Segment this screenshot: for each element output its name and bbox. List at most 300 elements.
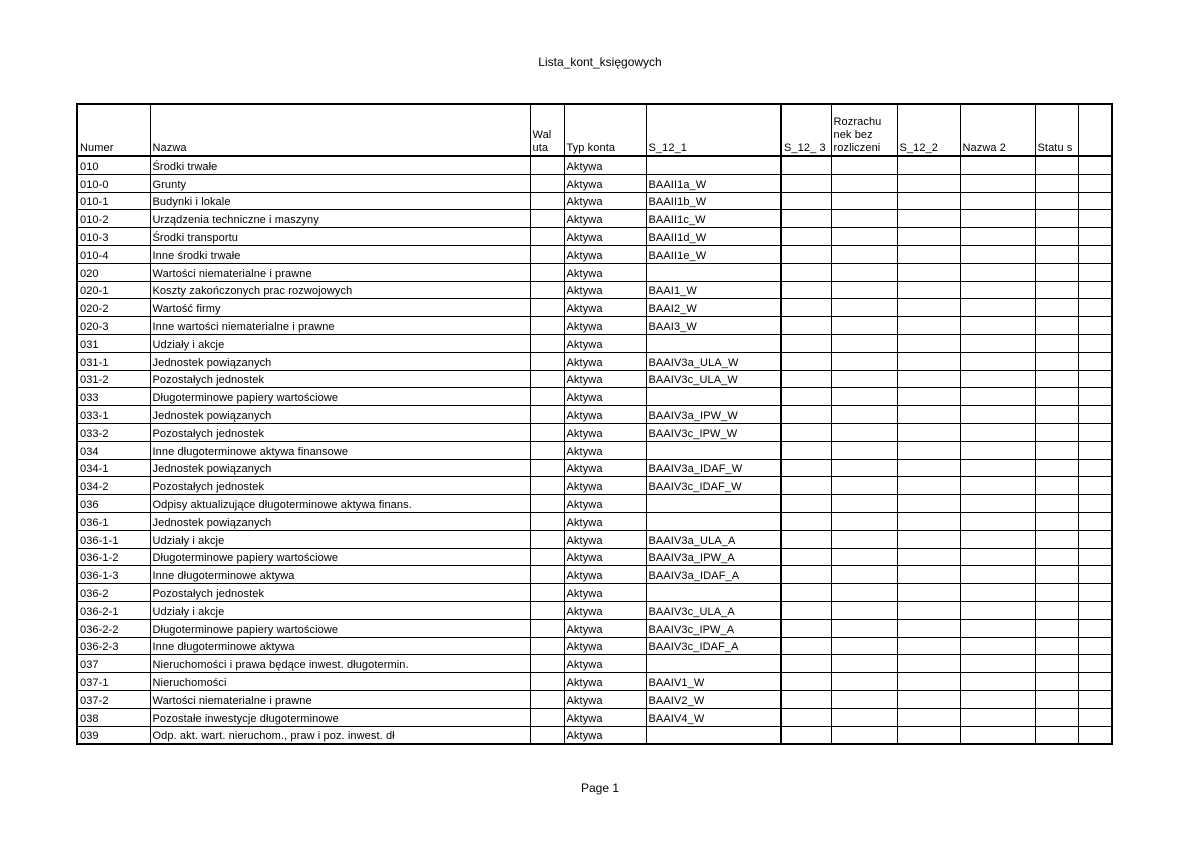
- table-row: [77, 530, 1112, 548]
- table-row: [77, 299, 1112, 317]
- cell-s-12-1: BAAIV3a_ULA_A: [646, 530, 781, 548]
- cell-nazwa: Odp. akt. wart. nieruchom., praw i poz. inwest. dł: [150, 726, 530, 744]
- cell-numer: 010-0: [77, 174, 150, 192]
- cell-nazwa-2: [960, 156, 1035, 174]
- cell-s-12-1: [646, 263, 781, 281]
- cell-extra: [1078, 477, 1112, 495]
- cell-extra: [1078, 566, 1112, 584]
- cell-s-12-3: [781, 601, 831, 619]
- cell-s-12-2: [897, 530, 960, 548]
- table-row: [77, 263, 1112, 281]
- cell-waluta: [530, 708, 564, 726]
- cell-status: [1035, 174, 1078, 192]
- cell-nazwa-2: [960, 388, 1035, 406]
- cell-s-12-1: BAAIV3c_IPW_W: [646, 423, 781, 441]
- cell-nazwa: Koszty zakończonych prac rozwojowych: [150, 281, 530, 299]
- cell-rozrachunek: [831, 228, 897, 246]
- header-s-12-2: S_12_2: [897, 104, 960, 156]
- cell-s-12-1: BAAI1_W: [646, 281, 781, 299]
- cell-typ-konta: Aktywa: [564, 423, 646, 441]
- table-row: [77, 495, 1112, 513]
- cell-s-12-3: [781, 245, 831, 263]
- cell-nazwa-2: [960, 584, 1035, 602]
- cell-rozrachunek: [831, 423, 897, 441]
- cell-nazwa: Udziały i akcje: [150, 601, 530, 619]
- cell-extra: [1078, 174, 1112, 192]
- cell-status: [1035, 210, 1078, 228]
- cell-nazwa-2: [960, 352, 1035, 370]
- table-row: [77, 655, 1112, 673]
- table-row: [77, 245, 1112, 263]
- cell-rozrachunek: [831, 281, 897, 299]
- cell-s-12-3: [781, 263, 831, 281]
- cell-s-12-3: [781, 512, 831, 530]
- cell-rozrachunek: [831, 584, 897, 602]
- cell-nazwa-2: [960, 263, 1035, 281]
- cell-nazwa-2: [960, 245, 1035, 263]
- cell-waluta: [530, 495, 564, 513]
- cell-rozrachunek: [831, 566, 897, 584]
- table-row: [77, 673, 1112, 691]
- table-row: [77, 690, 1112, 708]
- cell-s-12-3: [781, 690, 831, 708]
- cell-numer: 033-1: [77, 406, 150, 424]
- cell-nazwa-2: [960, 637, 1035, 655]
- cell-numer: 034-1: [77, 459, 150, 477]
- cell-rozrachunek: [831, 690, 897, 708]
- cell-typ-konta: Aktywa: [564, 210, 646, 228]
- cell-extra: [1078, 352, 1112, 370]
- cell-nazwa: Długoterminowe papiery wartościowe: [150, 619, 530, 637]
- cell-nazwa: Inne wartości niematerialne i prawne: [150, 317, 530, 335]
- cell-nazwa: Wartości niematerialne i prawne: [150, 690, 530, 708]
- cell-nazwa: Jednostek powiązanych: [150, 352, 530, 370]
- cell-typ-konta: Aktywa: [564, 263, 646, 281]
- table-row: [77, 334, 1112, 352]
- cell-extra: [1078, 512, 1112, 530]
- cell-typ-konta: Aktywa: [564, 495, 646, 513]
- cell-typ-konta: Aktywa: [564, 619, 646, 637]
- cell-extra: [1078, 530, 1112, 548]
- header-rozrachunek: Rozrachu nek bez rozliczeni: [831, 104, 897, 156]
- cell-typ-konta: Aktywa: [564, 192, 646, 210]
- cell-waluta: [530, 423, 564, 441]
- cell-status: [1035, 370, 1078, 388]
- cell-typ-konta: Aktywa: [564, 245, 646, 263]
- table-row: [77, 423, 1112, 441]
- cell-numer: 020: [77, 263, 150, 281]
- table-row: [77, 726, 1112, 744]
- document-title: Lista_kont_księgowych: [538, 55, 662, 69]
- cell-s-12-1: BAAII1b_W: [646, 192, 781, 210]
- header-waluta: Wal uta: [530, 104, 564, 156]
- cell-s-12-1: [646, 655, 781, 673]
- cell-s-12-3: [781, 423, 831, 441]
- cell-status: [1035, 317, 1078, 335]
- cell-status: [1035, 530, 1078, 548]
- cell-rozrachunek: [831, 548, 897, 566]
- cell-s-12-3: [781, 673, 831, 691]
- cell-nazwa: Nieruchomości: [150, 673, 530, 691]
- cell-s-12-2: [897, 334, 960, 352]
- cell-nazwa-2: [960, 441, 1035, 459]
- cell-s-12-2: [897, 512, 960, 530]
- cell-s-12-2: [897, 619, 960, 637]
- cell-status: [1035, 601, 1078, 619]
- cell-rozrachunek: [831, 370, 897, 388]
- cell-rozrachunek: [831, 263, 897, 281]
- cell-s-12-2: [897, 388, 960, 406]
- cell-rozrachunek: [831, 673, 897, 691]
- cell-extra: [1078, 370, 1112, 388]
- cell-numer: 031-1: [77, 352, 150, 370]
- table-row: [77, 512, 1112, 530]
- cell-typ-konta: Aktywa: [564, 388, 646, 406]
- table-row: [77, 584, 1112, 602]
- cell-nazwa: Udziały i akcje: [150, 530, 530, 548]
- cell-status: [1035, 566, 1078, 584]
- cell-numer: 036-2-1: [77, 601, 150, 619]
- cell-s-12-2: [897, 228, 960, 246]
- cell-status: [1035, 495, 1078, 513]
- cell-extra: [1078, 299, 1112, 317]
- cell-s-12-3: [781, 637, 831, 655]
- cell-extra: [1078, 192, 1112, 210]
- cell-status: [1035, 192, 1078, 210]
- cell-nazwa-2: [960, 423, 1035, 441]
- cell-numer: 020-1: [77, 281, 150, 299]
- cell-status: [1035, 406, 1078, 424]
- cell-nazwa-2: [960, 459, 1035, 477]
- cell-nazwa-2: [960, 690, 1035, 708]
- page-footer: Page 1: [580, 781, 620, 795]
- table-row: [77, 281, 1112, 299]
- cell-s-12-2: [897, 708, 960, 726]
- cell-nazwa: Urządzenia techniczne i maszyny: [150, 210, 530, 228]
- cell-nazwa: Długoterminowe papiery wartościowe: [150, 388, 530, 406]
- table-row: [77, 406, 1112, 424]
- cell-status: [1035, 388, 1078, 406]
- cell-s-12-3: [781, 281, 831, 299]
- cell-s-12-1: [646, 156, 781, 174]
- cell-numer: 036-2-3: [77, 637, 150, 655]
- cell-status: [1035, 228, 1078, 246]
- cell-typ-konta: Aktywa: [564, 548, 646, 566]
- cell-s-12-1: BAAIV3c_IDAF_W: [646, 477, 781, 495]
- cell-numer: 010-4: [77, 245, 150, 263]
- cell-typ-konta: Aktywa: [564, 566, 646, 584]
- cell-nazwa-2: [960, 601, 1035, 619]
- header-extra: [1078, 104, 1112, 156]
- cell-nazwa: Długoterminowe papiery wartościowe: [150, 548, 530, 566]
- header-typ-konta: Typ konta: [564, 104, 646, 156]
- header-numer: Numer: [77, 104, 150, 156]
- cell-extra: [1078, 584, 1112, 602]
- cell-status: [1035, 673, 1078, 691]
- cell-waluta: [530, 245, 564, 263]
- cell-nazwa: Pozostałych jednostek: [150, 370, 530, 388]
- cell-extra: [1078, 423, 1112, 441]
- cell-nazwa: Budynki i lokale: [150, 192, 530, 210]
- cell-extra: [1078, 726, 1112, 744]
- cell-waluta: [530, 619, 564, 637]
- cell-nazwa-2: [960, 370, 1035, 388]
- cell-nazwa: Inne długoterminowe aktywa finansowe: [150, 441, 530, 459]
- cell-s-12-3: [781, 192, 831, 210]
- cell-typ-konta: Aktywa: [564, 352, 646, 370]
- cell-status: [1035, 281, 1078, 299]
- cell-waluta: [530, 726, 564, 744]
- cell-extra: [1078, 156, 1112, 174]
- cell-numer: 037-2: [77, 690, 150, 708]
- cell-nazwa: Pozostałe inwestycje długoterminowe: [150, 708, 530, 726]
- cell-s-12-3: [781, 459, 831, 477]
- cell-typ-konta: Aktywa: [564, 174, 646, 192]
- cell-nazwa: Inne długoterminowe aktywa: [150, 566, 530, 584]
- cell-s-12-3: [781, 299, 831, 317]
- cell-s-12-2: [897, 726, 960, 744]
- cell-rozrachunek: [831, 299, 897, 317]
- cell-nazwa: Pozostałych jednostek: [150, 423, 530, 441]
- cell-nazwa-2: [960, 317, 1035, 335]
- cell-rozrachunek: [831, 512, 897, 530]
- cell-nazwa-2: [960, 228, 1035, 246]
- cell-rozrachunek: [831, 495, 897, 513]
- cell-numer: 020-3: [77, 317, 150, 335]
- cell-rozrachunek: [831, 530, 897, 548]
- cell-typ-konta: Aktywa: [564, 370, 646, 388]
- cell-waluta: [530, 156, 564, 174]
- cell-typ-konta: Aktywa: [564, 441, 646, 459]
- cell-numer: 036-2: [77, 584, 150, 602]
- table-row: [77, 441, 1112, 459]
- cell-s-12-3: [781, 495, 831, 513]
- cell-typ-konta: Aktywa: [564, 655, 646, 673]
- cell-nazwa: Pozostałych jednostek: [150, 584, 530, 602]
- cell-numer: 031: [77, 334, 150, 352]
- table-row: [77, 637, 1112, 655]
- cell-waluta: [530, 601, 564, 619]
- cell-s-12-1: BAAIV3c_IDAF_A: [646, 637, 781, 655]
- cell-typ-konta: Aktywa: [564, 512, 646, 530]
- table-row: [77, 192, 1112, 210]
- cell-nazwa-2: [960, 477, 1035, 495]
- cell-rozrachunek: [831, 210, 897, 228]
- cell-typ-konta: Aktywa: [564, 690, 646, 708]
- cell-typ-konta: Aktywa: [564, 673, 646, 691]
- cell-status: [1035, 655, 1078, 673]
- cell-s-12-2: [897, 406, 960, 424]
- cell-nazwa: Środki transportu: [150, 228, 530, 246]
- cell-s-12-2: [897, 495, 960, 513]
- cell-waluta: [530, 548, 564, 566]
- cell-extra: [1078, 495, 1112, 513]
- cell-s-12-3: [781, 726, 831, 744]
- cell-status: [1035, 637, 1078, 655]
- cell-s-12-1: [646, 512, 781, 530]
- cell-s-12-2: [897, 441, 960, 459]
- table-row: [77, 370, 1112, 388]
- cell-s-12-2: [897, 210, 960, 228]
- cell-waluta: [530, 370, 564, 388]
- cell-s-12-1: BAAIV3a_ULA_W: [646, 352, 781, 370]
- cell-s-12-3: [781, 655, 831, 673]
- cell-s-12-3: [781, 210, 831, 228]
- cell-s-12-2: [897, 548, 960, 566]
- cell-extra: [1078, 406, 1112, 424]
- cell-typ-konta: Aktywa: [564, 584, 646, 602]
- cell-nazwa-2: [960, 174, 1035, 192]
- cell-nazwa-2: [960, 530, 1035, 548]
- cell-numer: 037: [77, 655, 150, 673]
- cell-s-12-3: [781, 708, 831, 726]
- cell-numer: 010: [77, 156, 150, 174]
- cell-waluta: [530, 406, 564, 424]
- table-row: [77, 566, 1112, 584]
- cell-numer: 036-1-3: [77, 566, 150, 584]
- cell-s-12-1: [646, 441, 781, 459]
- cell-s-12-2: [897, 370, 960, 388]
- cell-waluta: [530, 228, 564, 246]
- cell-status: [1035, 299, 1078, 317]
- cell-nazwa: Nieruchomości i prawa będące inwest. długotermin.: [150, 655, 530, 673]
- cell-numer: 010-2: [77, 210, 150, 228]
- cell-status: [1035, 334, 1078, 352]
- cell-nazwa: Środki trwałe: [150, 156, 530, 174]
- cell-waluta: [530, 299, 564, 317]
- cell-nazwa-2: [960, 566, 1035, 584]
- cell-nazwa: Wartości niematerialne i prawne: [150, 263, 530, 281]
- cell-s-12-3: [781, 477, 831, 495]
- cell-s-12-3: [781, 548, 831, 566]
- cell-s-12-2: [897, 263, 960, 281]
- table-row: [77, 174, 1112, 192]
- cell-s-12-3: [781, 619, 831, 637]
- cell-s-12-2: [897, 317, 960, 335]
- cell-extra: [1078, 441, 1112, 459]
- cell-waluta: [530, 441, 564, 459]
- cell-extra: [1078, 459, 1112, 477]
- cell-numer: 036-1: [77, 512, 150, 530]
- cell-extra: [1078, 690, 1112, 708]
- cell-waluta: [530, 317, 564, 335]
- cell-s-12-1: [646, 334, 781, 352]
- cell-typ-konta: Aktywa: [564, 281, 646, 299]
- cell-s-12-1: BAAIV3a_IDAF_W: [646, 459, 781, 477]
- cell-s-12-1: BAAIV3a_IPW_W: [646, 406, 781, 424]
- cell-rozrachunek: [831, 619, 897, 637]
- cell-s-12-1: [646, 495, 781, 513]
- table-body: [77, 156, 1112, 744]
- header-nazwa-2: Nazwa 2: [960, 104, 1035, 156]
- cell-numer: 037-1: [77, 673, 150, 691]
- cell-extra: [1078, 655, 1112, 673]
- cell-s-12-3: [781, 174, 831, 192]
- cell-rozrachunek: [831, 388, 897, 406]
- cell-typ-konta: Aktywa: [564, 637, 646, 655]
- cell-s-12-2: [897, 477, 960, 495]
- cell-waluta: [530, 655, 564, 673]
- cell-typ-konta: Aktywa: [564, 156, 646, 174]
- cell-typ-konta: Aktywa: [564, 317, 646, 335]
- table-row: [77, 708, 1112, 726]
- cell-status: [1035, 459, 1078, 477]
- cell-nazwa: Inne środki trwałe: [150, 245, 530, 263]
- cell-status: [1035, 584, 1078, 602]
- cell-typ-konta: Aktywa: [564, 406, 646, 424]
- cell-numer: 010-3: [77, 228, 150, 246]
- cell-nazwa-2: [960, 406, 1035, 424]
- cell-rozrachunek: [831, 192, 897, 210]
- cell-s-12-2: [897, 690, 960, 708]
- cell-extra: [1078, 548, 1112, 566]
- cell-s-12-2: [897, 192, 960, 210]
- cell-s-12-2: [897, 299, 960, 317]
- cell-rozrachunek: [831, 655, 897, 673]
- cell-s-12-2: [897, 245, 960, 263]
- cell-typ-konta: Aktywa: [564, 530, 646, 548]
- cell-s-12-3: [781, 156, 831, 174]
- cell-status: [1035, 708, 1078, 726]
- cell-s-12-3: [781, 317, 831, 335]
- cell-nazwa-2: [960, 655, 1035, 673]
- cell-s-12-3: [781, 406, 831, 424]
- cell-rozrachunek: [831, 174, 897, 192]
- cell-extra: [1078, 708, 1112, 726]
- cell-extra: [1078, 281, 1112, 299]
- cell-typ-konta: Aktywa: [564, 299, 646, 317]
- cell-status: [1035, 263, 1078, 281]
- cell-nazwa-2: [960, 334, 1035, 352]
- cell-waluta: [530, 352, 564, 370]
- cell-rozrachunek: [831, 459, 897, 477]
- cell-extra: [1078, 673, 1112, 691]
- cell-nazwa-2: [960, 512, 1035, 530]
- cell-rozrachunek: [831, 334, 897, 352]
- cell-s-12-2: [897, 423, 960, 441]
- cell-numer: 020-2: [77, 299, 150, 317]
- cell-nazwa-2: [960, 548, 1035, 566]
- cell-extra: [1078, 317, 1112, 335]
- table-row: [77, 317, 1112, 335]
- cell-numer: 033: [77, 388, 150, 406]
- cell-nazwa: Odpisy aktualizujące długoterminowe aktywa finans.: [150, 495, 530, 513]
- cell-status: [1035, 423, 1078, 441]
- cell-s-12-2: [897, 459, 960, 477]
- cell-rozrachunek: [831, 352, 897, 370]
- cell-s-12-3: [781, 228, 831, 246]
- cell-rozrachunek: [831, 441, 897, 459]
- cell-rozrachunek: [831, 156, 897, 174]
- cell-waluta: [530, 690, 564, 708]
- cell-numer: 010-1: [77, 192, 150, 210]
- cell-rozrachunek: [831, 708, 897, 726]
- header-nazwa: Nazwa: [150, 104, 530, 156]
- cell-waluta: [530, 388, 564, 406]
- cell-extra: [1078, 601, 1112, 619]
- cell-status: [1035, 512, 1078, 530]
- cell-status: [1035, 726, 1078, 744]
- cell-waluta: [530, 281, 564, 299]
- cell-waluta: [530, 192, 564, 210]
- cell-s-12-1: [646, 388, 781, 406]
- cell-s-12-1: BAAII1e_W: [646, 245, 781, 263]
- cell-status: [1035, 156, 1078, 174]
- header-s-12-1: S_12_1: [646, 104, 781, 156]
- cell-nazwa-2: [960, 281, 1035, 299]
- cell-numer: 036-1-2: [77, 548, 150, 566]
- cell-s-12-1: BAAIV3c_ULA_W: [646, 370, 781, 388]
